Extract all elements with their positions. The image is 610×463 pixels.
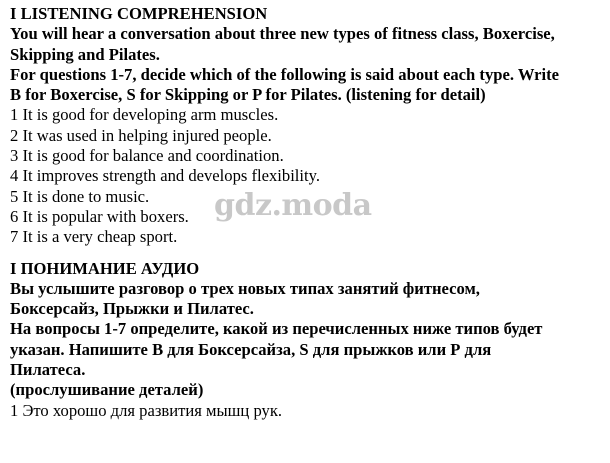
russian-instruction-line: (прослушивание деталей)	[10, 380, 204, 400]
english-instruction-line: For questions 1-7, decide which of the following is said about each type. Write	[10, 64, 559, 84]
russian-instruction-line: Боксерсайз, Прыжки и Пилатес.	[10, 299, 254, 319]
watermark-text: gdz.moda	[214, 188, 372, 223]
english-question-item: 6 It is popular with boxers.	[10, 206, 189, 226]
english-question-item: 7 It is a very cheap sport.	[10, 227, 178, 247]
english-question-item: 3 It is good for balance and coordination.	[10, 146, 284, 166]
russian-instruction-line: указан. Напишите В для Боксерсайза, S для прыжков или Р для	[10, 339, 492, 359]
english-question-item: 5 It is done to music.	[10, 186, 150, 206]
english-question-item: 1 It is good for developing arm muscles.	[10, 105, 279, 125]
english-question-item: 4 It improves strength and develops flexibility.	[10, 166, 320, 186]
section-spacer	[10, 248, 605, 259]
english-instruction-line: Skipping and Pilates.	[10, 44, 160, 64]
russian-instruction-line: Пилатеса.	[10, 360, 86, 380]
russian-instruction-line: Вы услышите разговор о трех новых типах занятий фитнесом,	[10, 278, 480, 298]
english-question-item: 2 It was used in helping injured people.	[10, 125, 272, 145]
english-instruction-line: B for Boxercise, S for Skipping or P for Pilates. (listening for detail)	[10, 85, 486, 105]
russian-instruction-line: На вопросы 1-7 определите, какой из перечисленных ниже типов будет	[10, 319, 543, 339]
english-instruction-line: You will hear a conversation about three new types of fitness class, Boxercise,	[10, 24, 555, 44]
russian-heading: I ПОНИМАНИЕ АУДИО	[10, 258, 200, 278]
english-heading: I LISTENING COMPREHENSION	[10, 4, 268, 23]
russian-question-item: 1 Это хорошо для развития мышц рук.	[10, 400, 283, 420]
